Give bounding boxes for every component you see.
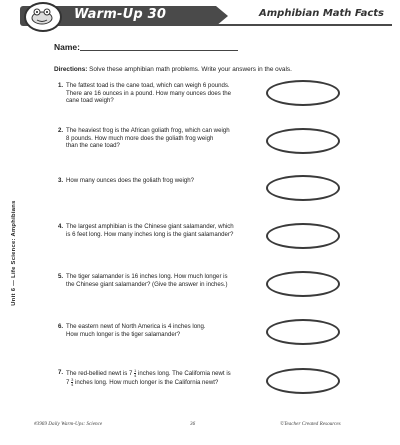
question-text-part: inches long. How much longer is the California newt? [73,379,219,387]
answer-oval-7[interactable] [266,368,340,394]
fraction-numerator: 3 [71,377,74,382]
fraction-numerator: 1 [134,368,137,373]
question-text [66,127,262,150]
question-line: than the cane toad? [66,142,120,150]
question-number: 6. [58,323,64,330]
question-line: The fattest toad is the cane toad, which can weigh 6 pounds. [66,82,230,89]
answer-oval-5[interactable] [266,271,340,297]
page-number: 36 [190,421,196,427]
question-text [66,177,262,185]
answer-oval-4[interactable] [266,223,340,249]
answer-oval-6[interactable] [266,319,340,345]
question-line: is 6 feet long. How many inches long is the giant salamander? [66,230,234,238]
question-line: The tiger salamander is 16 inches long. How much longer is [66,273,228,280]
fraction-denominator: 4 [134,373,137,378]
frog-logo-icon [24,2,62,32]
directions-label: Directions: [54,66,88,73]
question-line: cane toad weigh? [66,97,114,105]
question-text-part: The red-bellied newt is 7 [66,370,133,378]
side-unit-label: Unit 6 — Life Science: Amphibians [11,200,17,306]
topic-title: Amphibian Math Facts [259,8,384,19]
question-line: The eastern newt of North America is 4 inches long. [66,323,206,330]
question-line: There are 16 ounces in a pound. How many ounces does the [66,89,231,97]
name-label: Name: [54,42,80,52]
question-line: 8 pounds. How much more does the goliath frog weigh [66,134,214,142]
footer-left: #3969 Daily Warm-Ups: Science [34,421,103,427]
question-line: the Chinese giant salamander? (Give the answer in inches.) [66,280,228,288]
question-number: 2. [58,127,64,134]
question-line: The heaviest frog is the African goliath frog, which can weigh [66,127,230,134]
question-number: 5. [58,273,64,280]
question-line: How much longer is the tiger salamander? [66,330,181,338]
question-line [66,378,262,387]
question-line: How many ounces does the goliath frog weigh? [66,177,195,184]
question-number: 3. [58,177,64,184]
question-number: 1. [58,82,64,89]
question-text [66,369,262,387]
question-number: 7. [58,369,64,376]
question-line: The largest amphibian is the Chinese giant salamander, which [66,223,234,230]
answer-oval-3[interactable] [266,175,340,201]
answer-oval-2[interactable] [266,128,340,154]
directions [54,66,374,74]
question-text-part: inches long. The California newt is [136,370,231,378]
fraction-denominator: 4 [71,382,74,387]
question-text [66,323,262,338]
question-line [66,369,262,378]
directions-text: Solve these amphibian math problems. Write your answers in the ovals. [87,66,292,73]
name-field[interactable] [80,50,238,51]
warm-up-title: Warm-Up 30 [74,7,167,22]
header-rule [216,24,392,26]
answer-oval-1[interactable] [266,80,340,106]
header [20,6,392,26]
question-text-part: 7 [66,379,70,387]
question-text [66,82,262,105]
question-text [66,223,262,238]
footer-right: ©Teacher Created Resources [280,421,341,427]
question-text [66,273,262,288]
question-number: 4. [58,223,64,230]
